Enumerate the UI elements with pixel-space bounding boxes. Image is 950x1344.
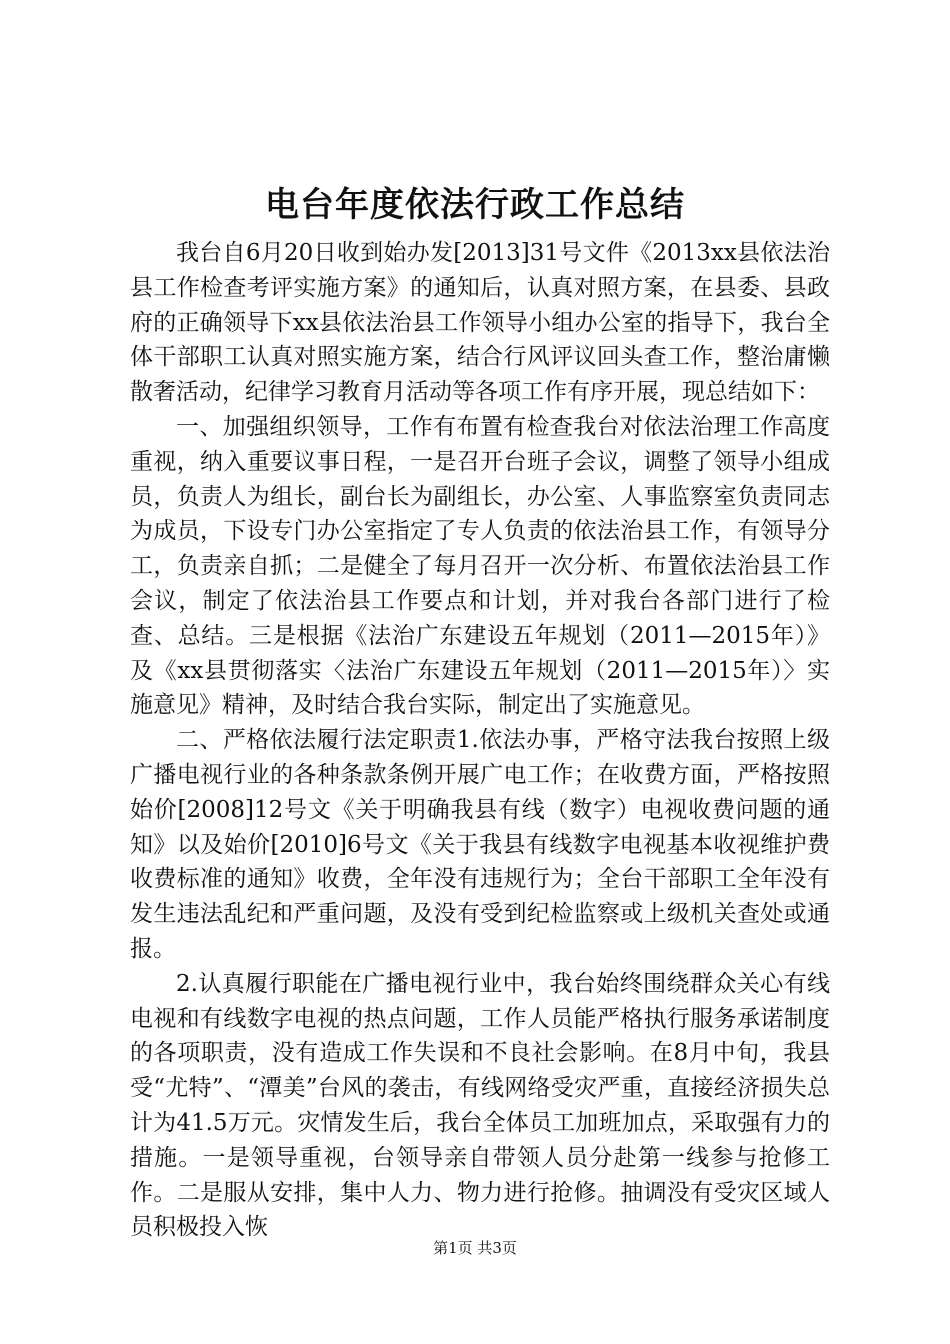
paragraph-section-2-item-2: 2.认真履行职能在广播电视行业中，我台始终围绕群众关心有线电视和有线数字电视的热点问题，工作人员能严格执行服务承诺制度的各项职责，没有造成工作失误和不良社会影响。在8月中旬，我县受“尤特”、“潭美”台风的袭击，有线网络受灾严重，直接经济损失总计为41.5万元。灾情发生后，我台全体员工加班加点，采取强有力的措施。一是领导重视，台领导亲自带领人员分赴第一线参与抢修工作。二是服从安排，集中人力、物力进行抢修。抽调没有受灾区域人员积极投入恢	[130, 970, 830, 1241]
paragraph-section-2: 二、严格依法履行法定职责1.依法办事，严格守法我台按照上级广播电视行业的各种条款条例开展广电工作；在收费方面，严格按照始价[2008]12号文《关于明确我县有线（数字）电视收费问题的通知》以及始价[2010]6号文《关于我县有线数字电视基本收视维护费收费标准的通知》收费，全年没有违规行为；全台干部职工全年没有发生违法乱纪和严重问题，及没有受到纪检监察或上级机关查处或通报。	[130, 727, 830, 962]
paragraph-section-1: 一、加强组织领导，工作有布置有检查我台对依法治理工作高度重视，纳入重要议事日程，一是召开台班子会议，调整了领导小组成员，负责人为组长，副台长为副组长，办公室、人事监察室负责同志为成员，下设专门办公室指定了专人负责的依法治县工作，有领导分工，负责亲自抓；二是健全了每月召开一次分析、布置依法治县工作会议，制定了依法治县工作要点和计划，并对我台各部门进行了检查、总结。三是根据《法治广东建设五年规划（2011—2015年）》及《xx县贯彻落实〈法治广东建设五年规划（2011—2015年）〉实施意见》精神，及时结合我台实际，制定出了实施意见。	[130, 413, 830, 719]
document-title: 电台年度依法行政工作总结	[265, 185, 685, 225]
document-body	[130, 236, 830, 1245]
paragraph-intro: 我台自6月20日收到始办发[2013]31号文件《2013xx县依法治县工作检查考评实施方案》的通知后，认真对照方案，在县委、县政府的正确领导下xx县依法治县工作领导小组办公室的指导下，我台全体干部职工认真对照实施方案，结合行风评议回头查工作，整治庸懒散奢活动，纪律学习教育月活动等各项工作有序开展，现总结如下：	[130, 240, 830, 406]
page-number-footer: 第1页 共3页	[433, 1239, 517, 1257]
